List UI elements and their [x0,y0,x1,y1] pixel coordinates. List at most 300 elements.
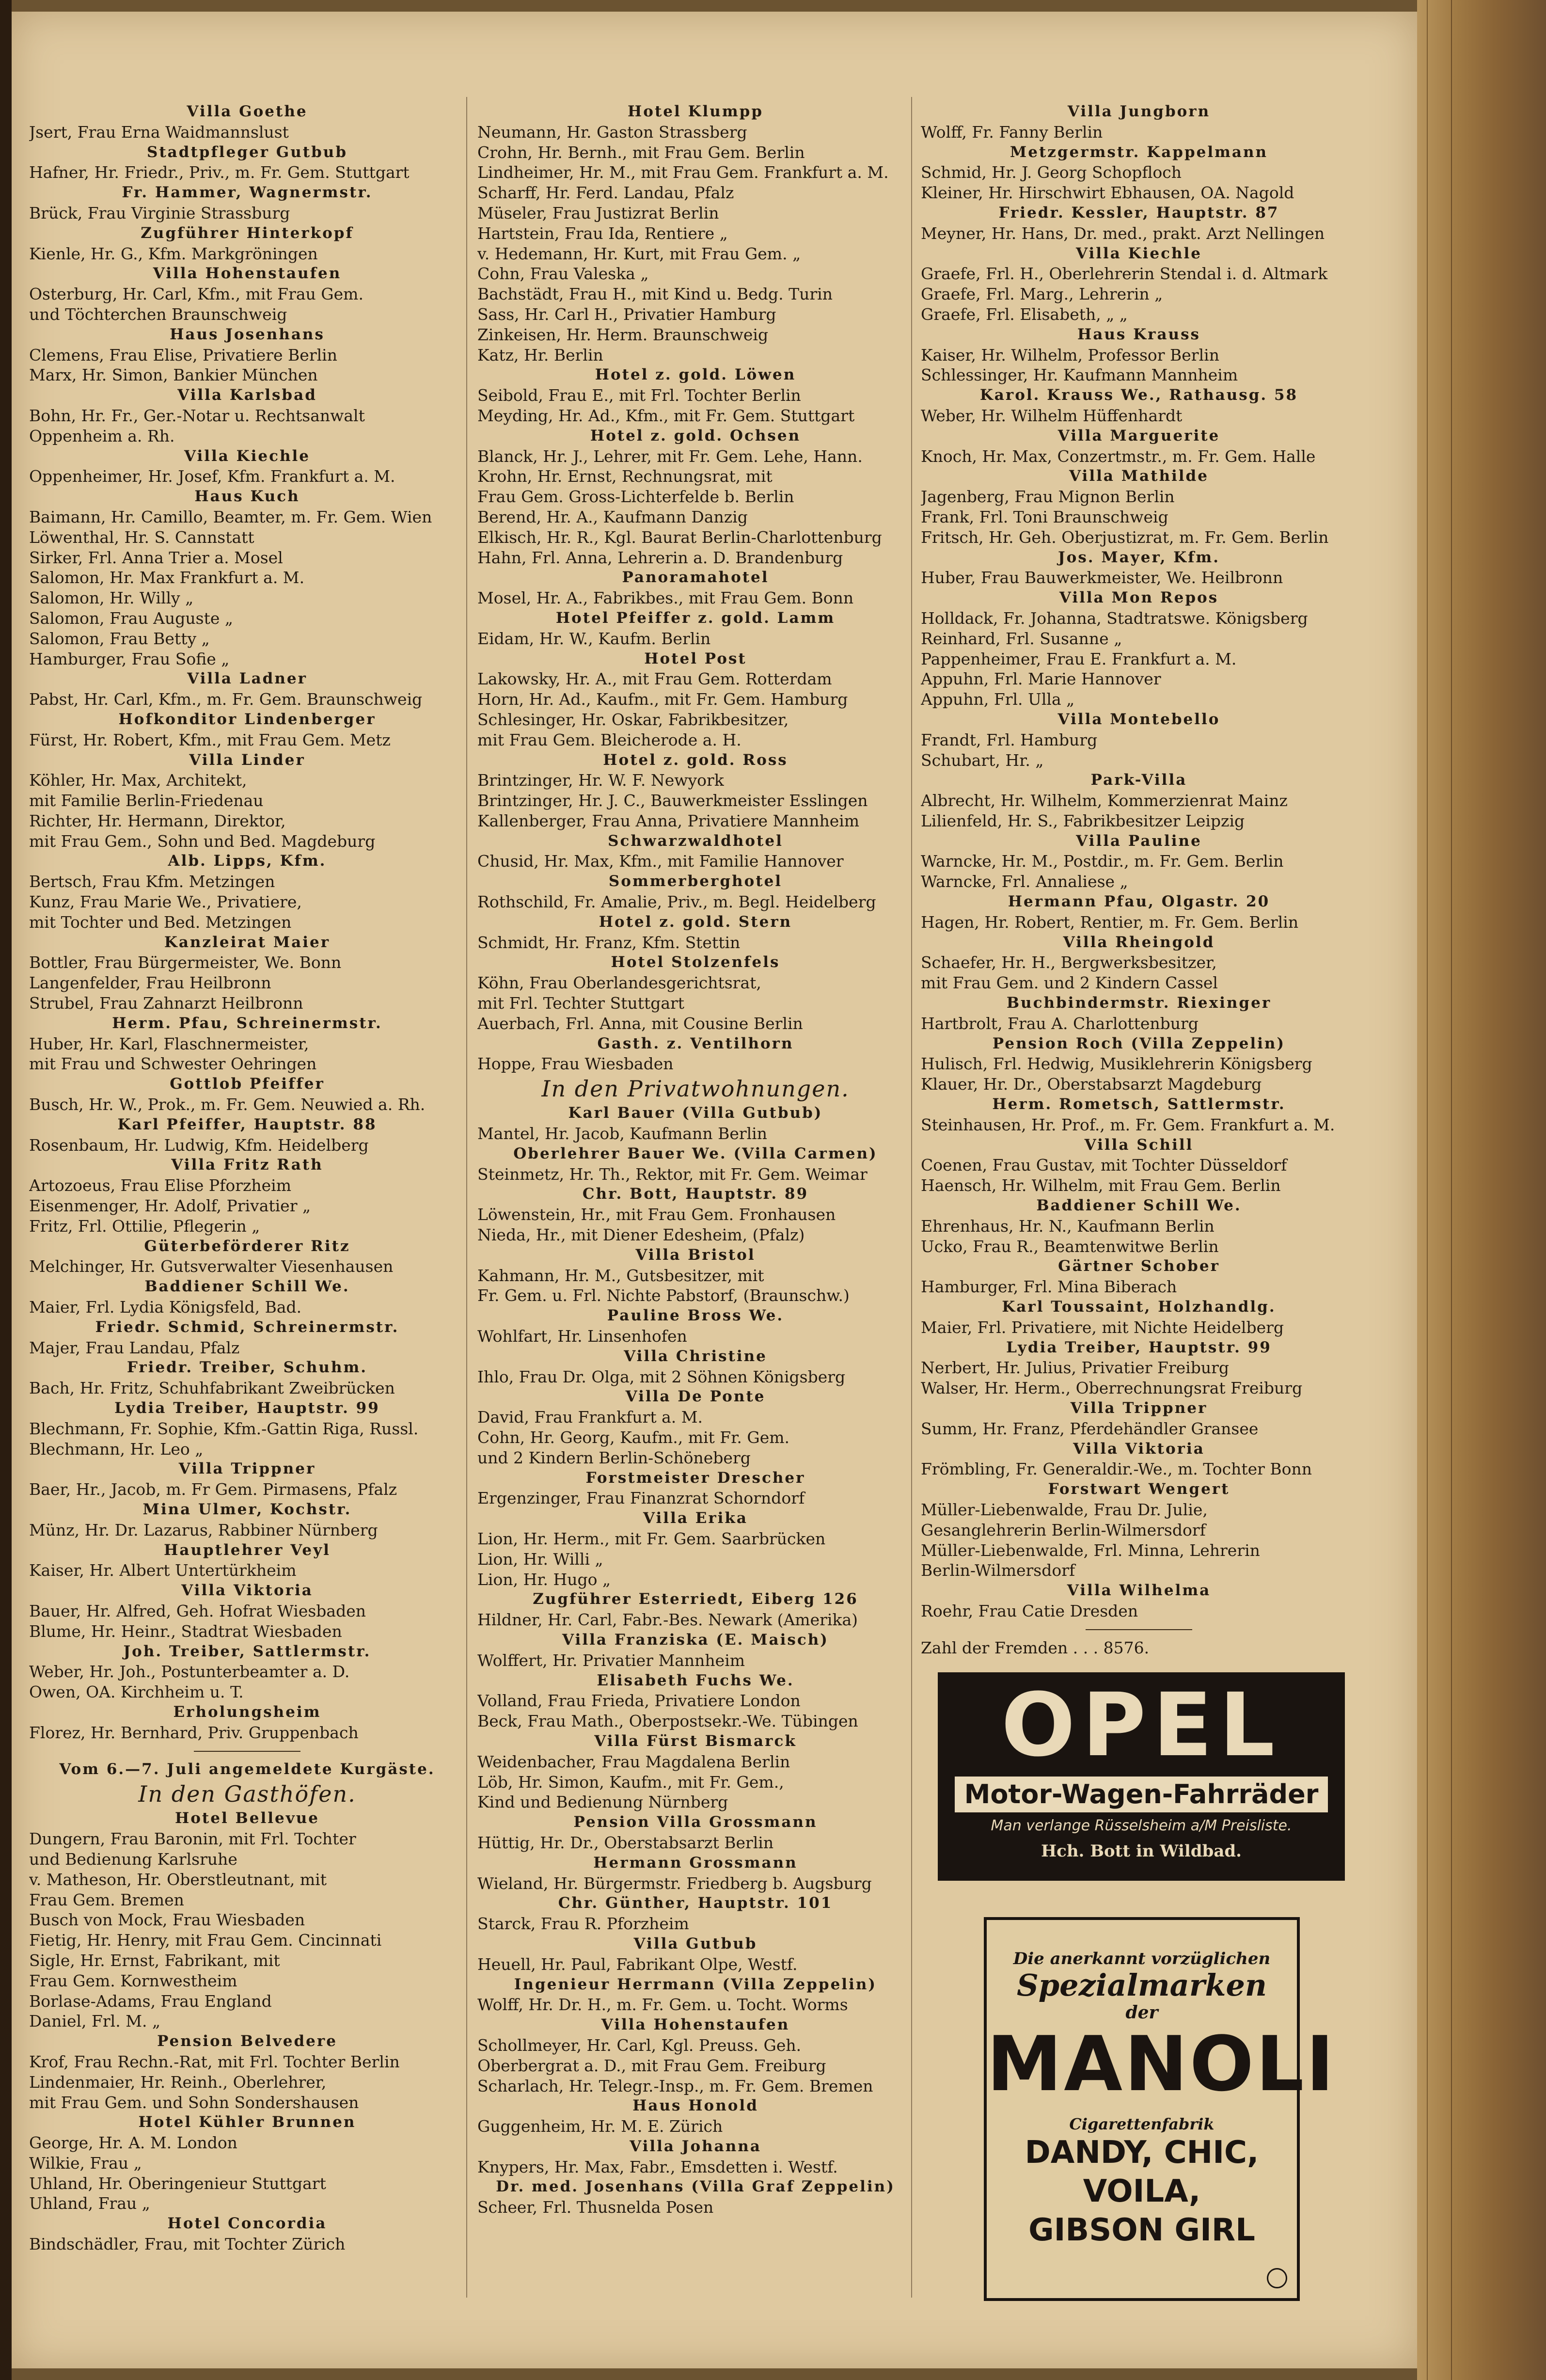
guest-entry: Hagen, Hr. Robert, Rentier, m. Fr. Gem. Berlin [921,912,1299,932]
guest-entry: Löb, Hr. Simon, Kaufm., mit Fr. Gem., [477,1772,784,1792]
lodging-heading: Villa Viktoria [181,1582,313,1600]
guest-entry: v. Matheson, Hr. Oberstleutnant, mit [29,1870,327,1889]
lodging-heading: Villa Kiechle [184,447,311,465]
lodging-heading: Villa Ladner [187,670,307,688]
guest-entry: Oberbergrat a. D., mit Frau Gem. Freiburg [477,2056,826,2075]
lodging-heading: Karl Bauer (Villa Gutbub) [568,1104,823,1122]
guest-entry: v. Hedemann, Hr. Kurt, mit Frau Gem. „ [477,244,801,263]
guest-entry: Beck, Frau Math., Oberpostsekr.-We. Tübingen [477,1712,858,1731]
lodging-heading: Lydia Treiber, Hauptstr. 99 [1006,1338,1272,1356]
opel-product: Motor-Wagen-Fahrräder [955,1777,1328,1812]
guest-entry: Krof, Frau Rechn.-Rat, mit Frl. Tochter Berlin [29,2052,400,2071]
guest-entry: Ucko, Frau R., Beamtenwitwe Berlin [921,1237,1219,1256]
guest-entry: Mosel, Hr. A., Fabrikbes., mit Frau Gem. Bonn [477,588,854,608]
lodging-heading: Karol. Krauss We., Rathausg. 58 [979,386,1298,404]
guest-entry: Kunz, Frau Marie We., Privatiere, [29,892,302,912]
guest-entry: Salomon, Frau Auguste „ [29,608,233,628]
lodging-heading: Metzgermstr. Kappelmann [1010,143,1268,161]
guest-entry: Schollmeyer, Hr. Carl, Kgl. Preuss. Geh. [477,2035,802,2055]
guest-entry: Kahmann, Hr. M., Gutsbesitzer, mit [477,1266,764,1285]
guest-entry: Majer, Frau Landau, Pfalz [29,1338,240,1357]
page-edges [1417,0,1546,2380]
book-spine [0,0,12,2380]
lodging-heading: Villa Rheingold [1063,933,1215,951]
guest-entry: und Bedienung Karlsruhe [29,1849,237,1869]
guest-entry: Brintzinger, Hr. J. C., Bauwerkmeister Esslingen [477,791,868,810]
guest-entry: Sass, Hr. Carl H., Privatier Hamburg [477,304,776,324]
guest-entry: und Töchterchen Braunschweig [29,304,287,324]
lodging-heading: Baddiener Schill We. [1036,1197,1242,1215]
lodging-heading: Villa Jungborn [1067,103,1211,120]
manoli-product-1: DANDY, CHIC, [1025,2135,1259,2171]
lodging-heading: Friedr. Schmid, Schreinermstr. [95,1318,399,1336]
guest-entry: Walser, Hr. Herm., Oberrechnungsrat Freiburg [921,1379,1303,1398]
lodging-heading: Villa Johanna [630,2137,761,2155]
guest-entry: Baer, Hr., Jacob, m. Fr Gem. Pirmasens, Pfalz [29,1480,397,1499]
guest-entry: Fritsch, Hr. Geh. Oberjustizrat, m. Fr. Gem. Berlin [921,527,1329,547]
guest-entry: Meyner, Hr. Hans, Dr. med., prakt. Arzt Nellingen [921,223,1325,243]
section-title: In den Privatwohnungen. [541,1076,850,1102]
guest-entry: Coenen, Frau Gustav, mit Tochter Düsseldorf [921,1156,1287,1175]
lodging-heading: Villa Franziska (E. Maisch) [562,1631,829,1649]
guest-entry: Katz, Hr. Berlin [477,345,603,365]
guest-entry: Owen, OA. Kirchheim u. T. [29,1682,244,1702]
guest-entry: Jagenberg, Frau Mignon Berlin [921,487,1175,507]
lodging-heading: Villa Linder [189,751,305,769]
lodging-heading: Elisabeth Fuchs We. [597,1671,794,1689]
guest-entry: Kaiser, Hr. Wilhelm, Professor Berlin [921,345,1219,365]
guest-entry: Knoch, Hr. Max, Conzertmstr., m. Fr. Gem. Halle [921,446,1316,466]
lodging-heading: Gärtner Schober [1058,1257,1220,1275]
guest-entry: Dungern, Frau Baronin, mit Frl. Tochter [29,1829,356,1849]
guest-entry: Brintzinger, Hr. W. F. Newyork [477,771,724,790]
guest-entry: Lindenmaier, Hr. Reinh., Oberlehrer, [29,2072,327,2092]
lodging-heading: Buchbindermstr. Riexinger [1006,994,1272,1012]
section-title: In den Gasthöfen. [138,1781,356,1808]
lodging-heading: Stadtpfleger Gutbub [146,143,348,161]
lodging-heading: Hermann Pfau, Olgastr. 20 [1008,893,1270,911]
lodging-heading: Erholungsheim [173,1703,321,1721]
guest-entry: Hulisch, Frl. Hedwig, Musiklehrerin Königsberg [921,1054,1312,1074]
guest-entry: Lilienfeld, Hr. S., Fabrikbesitzer Leipzig [921,811,1245,830]
guest-entry: Weber, Hr. Joh., Postunterbeamter a. D. [29,1662,350,1682]
guest-entry: Warncke, Frl. Annaliese „ [921,872,1128,891]
lodging-heading: Friedr. Treiber, Schuhm. [126,1359,368,1377]
guest-entry: Löwenthal, Hr. S. Cannstatt [29,527,254,547]
lodging-heading: Hofkonditor Lindenberger [118,710,376,728]
guest-entry: Pappenheimer, Frau E. Frankfurt a. M. [921,649,1237,668]
guest-entry: und 2 Kindern Berlin-Schöneberg [477,1448,751,1467]
guest-entry: Haensch, Hr. Wilhelm, mit Frau Gem. Berlin [921,1176,1281,1195]
guest-list-column-1 [29,102,465,2254]
guest-entry: Frank, Frl. Toni Braunschweig [921,507,1168,526]
guest-entry: Ergenzinger, Frau Finanzrat Schorndorf [477,1489,805,1508]
lodging-heading: Hauptlehrer Veyl [164,1541,331,1559]
separator-rule [29,1743,465,1760]
manoli-line3: der [1125,2002,1158,2023]
guest-entry: Scheer, Frl. Thusnelda Posen [477,2198,714,2217]
guest-entry: Wohlfart, Hr. Linsenhofen [477,1327,687,1346]
guest-entry: Ehrenhaus, Hr. N., Kaufmann Berlin [921,1216,1215,1236]
guest-entry: mit Frau und Schwester Oehringen [29,1054,317,1074]
lodging-heading: Villa Hohenstaufen [153,265,342,283]
guest-entry: Schmid, Hr. J. Georg Schopfloch [921,163,1182,182]
guest-entry: Bach, Hr. Fritz, Schuhfabrikant Zweibrücken [29,1379,395,1398]
lodging-heading: Schwarzwaldhotel [608,832,783,850]
guest-entry: Starck, Frau R. Pforzheim [477,1914,689,1934]
guest-entry: mit Frau Gem. und 2 Kindern Cassel [921,973,1218,993]
lodging-heading: Lydia Treiber, Hauptstr. 99 [114,1399,380,1417]
guest-entry: Salomon, Hr. Willy „ [29,588,194,608]
guest-entry: Appuhn, Frl. Ulla „ [921,690,1075,709]
guest-entry: Frandt, Frl. Hamburg [921,730,1098,749]
guest-entry: Baimann, Hr. Camillo, Beamter, m. Fr. Gem. Wien [29,507,432,526]
guest-entry: Auerbach, Frl. Anna, mit Cousine Berlin [477,1014,803,1033]
guest-entry: Schlesinger, Hr. Oskar, Fabrikbesitzer, [477,710,789,729]
guest-entry: Wilkie, Frau „ [29,2153,142,2173]
lodging-heading: Chr. Bott, Hauptstr. 89 [582,1185,809,1203]
guest-entry: Graefe, Frl. H., Oberlehrerin Stendal i. d. Altmark [921,264,1328,284]
lodging-heading: Villa Karlsbad [177,386,317,404]
guest-entry: Zahl der Fremden . . . 8576. [921,1638,1150,1657]
guest-entry: Osterburg, Hr. Carl, Kfm., mit Frau Gem. [29,285,363,304]
guest-entry: mit Frau Gem. Bleicherode a. H. [477,730,741,749]
guest-entry: Brück, Frau Virginie Strassburg [29,203,290,222]
guest-entry: Hafner, Hr. Friedr., Priv., m. Fr. Gem. Stuttgart [29,163,410,182]
guest-entry: Busch, Hr. W., Prok., m. Fr. Gem. Neuwied a. Rh. [29,1095,426,1114]
opel-advertisement [938,1672,1345,1881]
lodging-heading: Hotel z. gold. Ochsen [590,427,801,444]
guest-entry: Hoppe, Frau Wiesbaden [477,1054,674,1074]
lodging-heading: Haus Kuch [194,488,300,506]
lodging-heading: Villa Trippner [1070,1399,1208,1417]
guest-entry: Neumann, Hr. Gaston Strassberg [477,122,747,142]
guest-entry: Weber, Hr. Wilhelm Hüffenhardt [921,406,1183,425]
guest-entry: Uhland, Frau „ [29,2194,150,2213]
lodging-heading: Hotel z. gold. Löwen [595,366,796,384]
guest-entry: Uhland, Hr. Oberingenieur Stuttgart [29,2174,326,2193]
lodging-heading: Villa Gutbub [633,1935,757,1952]
lodging-heading: Zugführer Esterriedt, Eiberg 126 [533,1590,858,1608]
guest-entry: Hartbrolt, Frau A. Charlottenburg [921,1014,1199,1033]
lodging-heading: Ingenieur Herrmann (Villa Zeppelin) [514,1975,877,1993]
lodging-heading: Karl Toussaint, Holzhandlg. [1002,1298,1276,1316]
guest-entry: Lion, Hr. Hugo „ [477,1570,611,1589]
guest-entry: Sigle, Hr. Ernst, Fabrikant, mit [29,1951,280,1970]
guest-entry: Bertsch, Frau Kfm. Metzingen [29,872,275,891]
guest-entry: Rosenbaum, Hr. Ludwig, Kfm. Heidelberg [29,1135,369,1155]
guest-entry: Chusid, Hr. Max, Kfm., mit Familie Hannover [477,852,844,871]
guest-entry: Salomon, Frau Betty „ [29,629,210,648]
guest-entry: Huber, Hr. Karl, Flaschnermeister, [29,1034,309,1053]
guest-entry: Maier, Frl. Lydia Königsfeld, Bad. [29,1298,302,1317]
guest-entry: Hildner, Hr. Carl, Fabr.-Bes. Newark (Amerika) [477,1610,858,1630]
guest-entry: Hüttig, Hr. Dr., Oberstabsarzt Berlin [477,1833,774,1852]
guest-entry: Kleiner, Hr. Hirschwirt Ebhausen, OA. Nagold [921,183,1294,203]
guest-entry: Knypers, Hr. Max, Fabr., Emsdetten i. Westf. [477,2157,838,2176]
guest-entry: Hamburger, Frl. Mina Biberach [921,1277,1177,1297]
guest-entry: Fr. Gem. u. Frl. Nichte Pabstorf, (Braunschw.) [477,1286,850,1305]
guest-entry: Frau Gem. Gross-Lichterfelde b. Berlin [477,487,794,507]
guest-entry: Busch von Mock, Frau Wiesbaden [29,1910,305,1930]
guest-entry: Pabst, Hr. Carl, Kfm., m. Fr. Gem. Braunschweig [29,690,423,709]
guest-entry: Frau Gem. Bremen [29,1890,184,1909]
guest-entry: Steinmetz, Hr. Th., Rektor, mit Fr. Gem. Weimar [477,1164,868,1184]
lodging-heading: Chr. Günther, Hauptstr. 101 [558,1894,833,1912]
guest-entry: Nerbert, Hr. Julius, Privatier Freiburg [921,1358,1230,1378]
lodging-heading: Villa Pauline [1076,832,1202,850]
guest-entry: Blechmann, Hr. Leo „ [29,1439,204,1459]
guest-entry: Bindschädler, Frau, mit Tochter Zürich [29,2235,346,2254]
guest-entry: Bottler, Frau Bürgermeister, We. Bonn [29,953,342,972]
guest-entry: Artozoeus, Frau Elise Pforzheim [29,1176,292,1195]
lodging-heading: Vom 6.—7. Juli angemeldete Kurgäste. [59,1760,435,1778]
lodging-heading: Jos. Mayer, Kfm. [1057,548,1220,566]
guest-entry: Müller-Liebenwalde, Frl. Minna, Lehrerin [921,1540,1260,1560]
opel-tagline: Man verlange Rüsselsheim a/M Preisliste. [991,1817,1292,1834]
lodging-heading: Hotel Stolzenfels [611,953,780,971]
guest-entry: Wolff, Fr. Fanny Berlin [921,122,1103,142]
guest-entry: Zinkeisen, Hr. Herm. Braunschweig [477,325,769,344]
column-divider-1 [466,97,467,2298]
guest-entry: Horn, Hr. Ad., Kaufm., mit Fr. Gem. Hamburg [477,690,848,709]
separator-rule [921,1621,1357,1638]
lodging-heading: Pauline Bross We. [607,1307,784,1325]
guest-entry: Frau Gem. Kornwestheim [29,1971,237,1990]
lodging-heading: Haus Josenhans [170,325,325,343]
guest-entry: Graefe, Frl. Marg., Lehrerin „ [921,285,1163,304]
guest-entry: Huber, Frau Bauwerkmeister, We. Heilbronn [921,568,1283,587]
guest-entry: mit Tochter und Bed. Metzingen [29,912,292,932]
guest-entry: Nieda, Hr., mit Diener Edesheim, (Pfalz) [477,1225,805,1245]
guest-entry: Hahn, Frl. Anna, Lehrerin a. D. Brandenburg [477,548,843,567]
guest-entry: Seibold, Frau E., mit Frl. Tochter Berlin [477,386,801,405]
lodging-heading: Haus Krauss [1077,325,1200,343]
guest-entry: Wolffert, Hr. Privatier Mannheim [477,1650,745,1670]
guest-entry: Rothschild, Fr. Amalie, Priv., m. Begl. Heidelberg [477,892,876,912]
lodging-heading: Panoramahotel [622,569,769,587]
guest-entry: Schubart, Hr. „ [921,750,1044,770]
guest-entry: Steinhausen, Hr. Prof., m. Fr. Gem. Frankfurt a. M. [921,1115,1335,1134]
guest-entry: mit Familie Berlin-Friedenau [29,791,264,810]
lodging-heading: Kanzleirat Maier [164,933,331,951]
lodging-heading: Hotel Concordia [167,2215,327,2233]
guest-entry: Gesanglehrerin Berlin-Wilmersdorf [921,1520,1206,1539]
lodging-heading: Herm. Pfau, Schreinermstr. [112,1014,382,1032]
manoli-product-2: VOILA, [1083,2174,1201,2209]
guest-entry: mit Frl. Techter Stuttgart [477,994,685,1013]
guest-entry: Crohn, Hr. Bernh., mit Frau Gem. Berlin [477,143,805,162]
guest-entry: Bauer, Hr. Alfred, Geh. Hofrat Wiesbaden [29,1601,366,1620]
guest-entry: Müller-Liebenwalde, Frau Dr. Julie, [921,1500,1208,1519]
lodging-heading: Villa Mathilde [1069,467,1209,485]
guest-entry: Marx, Hr. Simon, Bankier München [29,365,318,385]
guest-entry: Langenfelder, Frau Heilbronn [29,973,271,993]
guest-entry: Elkisch, Hr. R., Kgl. Baurat Berlin-Charlottenburg [477,527,882,547]
lodging-heading: Sommerberghotel [608,873,783,890]
guest-entry: Warncke, Hr. M., Postdir., m. Fr. Gem. Berlin [921,852,1284,871]
guest-entry: Fürst, Hr. Robert, Kfm., mit Frau Gem. Metz [29,730,391,749]
opel-dealer: Hch. Bott in Wildbad. [1041,1841,1242,1861]
guest-entry: Berlin-Wilmersdorf [921,1561,1075,1580]
lodging-heading: Zugführer Hinterkopf [141,224,354,242]
guest-entry: Wolff, Hr. Dr. H., m. Fr. Gem. u. Tocht. Worms [477,1995,848,2015]
lodging-heading: Joh. Treiber, Sattlermstr. [123,1642,371,1660]
guest-entry: Mantel, Hr. Jacob, Kaufmann Berlin [477,1124,767,1143]
lodging-heading: Hotel Post [644,650,747,667]
guest-entry: Maier, Frl. Privatiere, mit Nichte Heidelberg [921,1317,1284,1337]
guest-entry: Münz, Hr. Dr. Lazarus, Rabbiner Nürnberg [29,1520,378,1539]
guest-entry: Ihlo, Frau Dr. Olga, mit 2 Söhnen Königsberg [477,1367,846,1386]
lodging-heading: Güterbeförderer Ritz [144,1237,350,1255]
guest-entry: Lion, Hr. Willi „ [477,1549,603,1569]
guest-entry: Scharff, Hr. Ferd. Landau, Pfalz [477,183,734,203]
lodging-heading: Forstwart Wengert [1048,1480,1230,1498]
guest-entry: Reinhard, Frl. Susanne „ [921,629,1122,648]
lodging-heading: Gasth. z. Ventilhorn [597,1034,794,1052]
guest-entry: Kaiser, Hr. Albert Untertürkheim [29,1561,297,1580]
guest-entry: Schmidt, Hr. Franz, Kfm. Stettin [477,933,741,952]
guest-entry: Berend, Hr. A., Kaufmann Danzig [477,507,748,526]
guest-entry: Blume, Hr. Heinr., Stadtrat Wiesbaden [29,1621,342,1641]
manoli-line4: Cigarettenfabrik [1069,2115,1215,2133]
guest-entry: Heuell, Hr. Paul, Fabrikant Olpe, Westf. [477,1954,798,1974]
lodging-heading: Villa Mon Repos [1059,589,1219,607]
guest-entry: Daniel, Frl. M. „ [29,2012,161,2031]
guest-entry: Bohn, Hr. Fr., Ger.-Notar u. Rechtsanwalt [29,406,365,425]
manoli-advertisement [984,1917,1336,2301]
guest-entry: Florez, Hr. Bernhard, Priv. Gruppenbach [29,1723,359,1742]
lodging-heading: Villa Kiechle [1075,244,1202,262]
guest-entry: Wieland, Hr. Bürgermstr. Friedberg b. Augsburg [477,1873,872,1893]
guest-entry: Schaefer, Hr. H., Bergwerksbesitzer, [921,953,1217,972]
lodging-heading: Hermann Grossmann [593,1854,798,1872]
manoli-line1: Die anerkannt vorzüglichen [1013,1949,1271,1968]
manoli-brand: MANOLI [987,2020,1336,2108]
guest-entry: Krohn, Hr. Ernst, Rechnungsrat, mit [477,467,773,486]
lodging-heading: Villa Montebello [1057,710,1220,728]
lodging-heading: Villa Marguerite [1057,427,1220,444]
lodging-heading: Gottlob Pfeiffer [170,1075,325,1093]
guest-entry: Richter, Hr. Hermann, Direktor, [29,811,286,830]
lodging-heading: Hotel Kühler Brunnen [138,2113,356,2131]
lodging-heading: Fr. Hammer, Wagnermstr. [122,184,373,202]
guest-entry: Albrecht, Hr. Wilhelm, Kommerzienrat Mainz [921,791,1288,810]
lodging-heading: Haus Honold [632,2097,758,2115]
lodging-heading: Forstmeister Drescher [585,1469,805,1487]
guest-entry: Eidam, Hr. W., Kaufm. Berlin [477,629,711,648]
lodging-heading: Hotel Klumpp [628,103,763,120]
guest-entry: Hamburger, Frau Sofie „ [29,649,230,668]
guest-entry: David, Frau Frankfurt a. M. [477,1408,703,1427]
guest-entry: Strubel, Frau Zahnarzt Heilbronn [29,994,303,1013]
guest-entry: Schlessinger, Hr. Kaufmann Mannheim [921,365,1238,385]
guest-entry: Cohn, Hr. Georg, Kaufm., mit Fr. Gem. [477,1428,789,1447]
lodging-heading: Villa Fritz Rath [171,1156,323,1174]
lodging-heading: Villa Hohenstaufen [601,2016,790,2034]
lodging-heading: Hotel Bellevue [174,1809,320,1827]
guest-entry: Müseler, Frau Justizrat Berlin [477,203,719,222]
guest-entry: Fietig, Hr. Henry, mit Frau Gem. Cincinnati [29,1931,382,1950]
lodging-heading: Pension Roch (Villa Zeppelin) [992,1034,1286,1052]
guest-entry: mit Frau Gem., Sohn und Bed. Magdeburg [29,831,376,851]
guest-entry: Cohn, Frau Valeska „ [477,264,649,284]
guest-entry: Volland, Frau Frieda, Privatiere London [477,1691,801,1711]
guest-entry: Hartstein, Frau Ida, Rentiere „ [477,223,728,243]
lodging-heading: Oberlehrer Bauer We. (Villa Carmen) [513,1144,878,1162]
lodging-heading: Hotel Pfeiffer z. gold. Lamm [555,609,836,627]
manoli-line2: Spezialmarken [1017,1967,1267,2003]
manoli-product-3: GIBSON GIRL [1028,2212,1255,2248]
lodging-heading: Hotel z. gold. Ross [603,751,788,769]
guest-entry: Melchinger, Hr. Gutsverwalter Viesenhausen [29,1257,394,1276]
lodging-heading: Villa Fürst Bismarck [594,1732,797,1750]
guest-entry: Kind und Bedienung Nürnberg [477,1793,728,1812]
guest-entry: Kienle, Hr. G., Kfm. Markgröningen [29,244,318,263]
guest-entry: George, Hr. A. M. London [29,2133,237,2153]
guest-entry: Summ, Hr. Franz, Pferdehändler Gransee [921,1419,1259,1438]
guest-entry: Lion, Hr. Herm., mit Fr. Gem. Saarbrücken [477,1529,826,1548]
guest-entry: Frömbling, Fr. Generaldir.-We., m. Tochter Bonn [921,1460,1312,1479]
lodging-heading: Park-Villa [1090,771,1187,789]
guest-entry: Roehr, Frau Catie Dresden [921,1601,1138,1620]
guest-entry: Appuhn, Frl. Marie Hannover [921,669,1161,689]
guest-entry: mit Frau Gem. und Sohn Sondershausen [29,2093,359,2112]
guest-entry: Borlase-Adams, Frau England [29,1991,272,2011]
lodging-heading: Villa Bristol [635,1246,756,1264]
guest-list-column-3 [921,102,1357,1658]
guest-entry: Weidenbacher, Frau Magdalena Berlin [477,1752,790,1771]
lodging-heading: Hotel z. gold. Stern [599,913,792,931]
lodging-heading: Pension Villa Grossmann [573,1813,818,1831]
lodging-heading: Mina Ulmer, Kochstr. [142,1500,352,1518]
lodging-heading: Villa Viktoria [1073,1440,1205,1458]
lodging-heading: Dr. med. Josenhans (Villa Graf Zeppelin) [496,2178,895,2196]
lodging-heading: Herm. Rometsch, Sattlermstr. [992,1095,1286,1113]
opel-brand: OPEL [1001,1675,1282,1776]
lodging-heading: Villa Christine [624,1347,767,1365]
guest-entry: Jsert, Frau Erna Waidmannslust [29,122,289,142]
guest-entry: Fritz, Frl. Ottilie, Pflegerin „ [29,1216,260,1236]
lodging-heading: Alb. Lipps, Kfm. [168,852,327,870]
guest-entry: Löwenstein, Hr., mit Frau Gem. Fronhausen [477,1205,836,1224]
guest-entry: Guggenheim, Hr. M. E. Zürich [477,2117,723,2136]
guest-entry: Blanck, Hr. J., Lehrer, mit Fr. Gem. Lehe, Hann. [477,446,863,466]
lodging-heading: Villa Trippner [178,1460,316,1478]
guest-entry: Klauer, Hr. Dr., Oberstabsarzt Magdeburg [921,1075,1262,1094]
lodging-heading: Villa Erika [643,1509,748,1527]
guest-entry: Clemens, Frau Elise, Privatiere Berlin [29,345,337,365]
lodging-heading: Villa De Ponte [625,1388,766,1406]
lodging-heading: Villa Goethe [187,103,308,120]
guest-entry: Kallenberger, Frau Anna, Privatiere Mannheim [477,811,860,830]
guest-entry: Oppenheimer, Hr. Josef, Kfm. Frankfurt a. M. [29,467,395,486]
guest-entry: Scharlach, Hr. Telegr.-Insp., m. Fr. Gem. Bremen [477,2076,873,2095]
lodging-heading: Villa Wilhelma [1067,1582,1211,1600]
guest-entry: Köhler, Hr. Max, Architekt, [29,771,247,790]
guest-list-column-2 [477,102,914,2218]
guest-entry: Blechmann, Fr. Sophie, Kfm.-Gattin Riga, Russl. [29,1419,419,1438]
manoli-seal-icon [1267,2268,1287,2288]
guest-entry: Eisenmenger, Hr. Adolf, Privatier „ [29,1196,311,1216]
guest-entry: Sirker, Frl. Anna Trier a. Mosel [29,548,283,567]
guest-entry: Salomon, Hr. Max Frankfurt a. M. [29,568,305,587]
lodging-heading: Villa Schill [1084,1136,1194,1154]
guest-entry: Graefe, Frl. Elisabeth, „ „ [921,304,1128,324]
guest-entry: Köhn, Frau Oberlandesgerichtsrat, [477,973,761,993]
guest-entry: Holldack, Fr. Johanna, Stadtratswe. Königsberg [921,608,1308,628]
lodging-heading: Friedr. Kessler, Hauptstr. 87 [998,204,1279,222]
